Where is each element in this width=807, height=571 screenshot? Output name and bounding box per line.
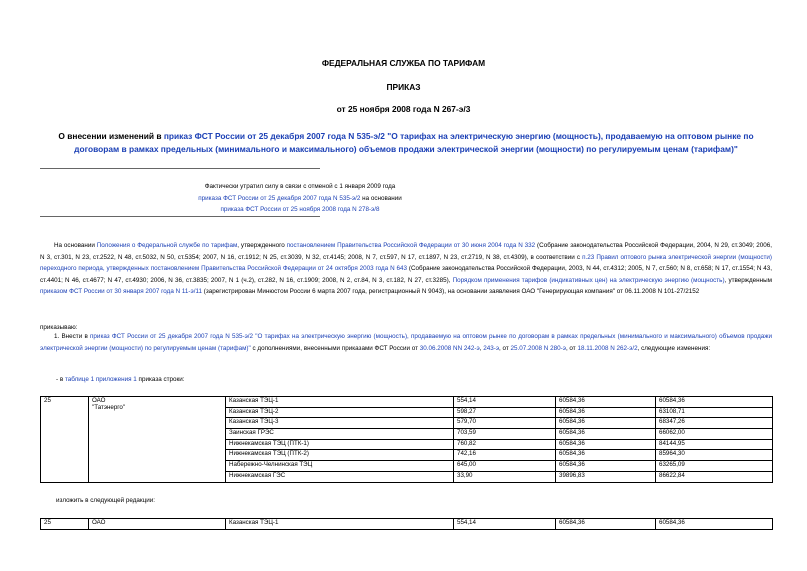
note-line-3 bbox=[40, 204, 560, 216]
tariff-cell: 60584,36 bbox=[556, 439, 656, 450]
document-date: от 25 ноября 2008 года N 267-э/3 bbox=[336, 104, 471, 114]
tariff-table-new bbox=[40, 518, 773, 530]
station-name-cell: Казанская ТЭЦ-1 bbox=[226, 397, 454, 408]
document-type: ПРИКАЗ bbox=[386, 82, 421, 92]
tariff-cell: 60584,36 bbox=[556, 450, 656, 461]
station-name-cell: Заинская ГРЭС bbox=[226, 429, 454, 440]
station-name-cell: Нижнекамская ТЭЦ (ПТК-1) bbox=[226, 439, 454, 450]
organization-cell bbox=[89, 519, 226, 530]
item-link-280[interactable]: 25.07.2008 N 280-э bbox=[510, 344, 566, 352]
capacity-cell: 554,14 bbox=[454, 519, 556, 530]
tariff-table-old bbox=[40, 396, 773, 483]
capacity-cell: 760,82 bbox=[454, 439, 556, 450]
tariff-cell: 60584,36 bbox=[556, 519, 656, 530]
preamble-text: , утвержденного bbox=[237, 242, 287, 249]
item-text: , от bbox=[499, 344, 511, 352]
tariff-cell: 60584,36 bbox=[556, 418, 656, 429]
item-link-243[interactable]: 243-э bbox=[483, 344, 500, 352]
tariff-cell: 84144,95 bbox=[656, 439, 773, 450]
station-name-cell: Казанская ТЭЦ-1 bbox=[226, 519, 454, 530]
preamble-link-regulation[interactable]: Положения о Федеральной службе по тарифам bbox=[96, 242, 238, 249]
item-link-242[interactable]: 30.06.2008 NN 242-э bbox=[419, 344, 480, 352]
table-row bbox=[41, 397, 773, 408]
sub-item-text: - в bbox=[56, 376, 65, 383]
station-name-cell: Казанская ТЭЦ-3 bbox=[226, 418, 454, 429]
agency-name: ФЕДЕРАЛЬНАЯ СЛУЖБА ПО ТАРИФАМ bbox=[321, 58, 486, 68]
title-prefix: О внесении изменений в bbox=[58, 131, 164, 141]
note-line-2 bbox=[40, 193, 560, 205]
tariff-cell: 60584,36 bbox=[656, 397, 773, 408]
item-text: , следующие изменения: bbox=[637, 344, 711, 352]
organization-name-line: ОАО bbox=[92, 397, 106, 404]
row-number-cell: 25 bbox=[41, 519, 89, 530]
row-number-cell: 25 bbox=[41, 397, 89, 483]
tariff-cell: 60584,36 bbox=[556, 461, 656, 472]
item-text: , bbox=[479, 344, 484, 352]
status-note bbox=[40, 181, 560, 216]
station-name-cell: Казанская ТЭЦ-2 bbox=[226, 407, 454, 418]
capacity-cell: 645,00 bbox=[454, 461, 556, 472]
item-link-262[interactable]: 18.11.2008 N 262-э/2 bbox=[577, 344, 638, 352]
preamble-text: (Собрание законодательства Российской Федерации, 2004, N 29, ст.3049; 2006, N 3, ст.301, N 23, ст.2522, N 48, ст.5032, N 50, ст.5354; 2007, N 16, ст.1912; N 25, ст.3039, N 32, ст.4145; 2008, N 7, ст.597, N 17, ст.1897, N 23, ст.2719, N 38, ст.4309), в соответствии с bbox=[40, 242, 772, 261]
tariff-cell: 66062,00 bbox=[656, 429, 773, 440]
tariff-cell: 60584,36 bbox=[556, 407, 656, 418]
note-top-divider bbox=[40, 168, 320, 169]
capacity-cell: 554,14 bbox=[454, 397, 556, 408]
order-word: приказываю: bbox=[40, 324, 78, 331]
item-text: , от bbox=[565, 344, 578, 352]
tariff-cell: 63108,71 bbox=[656, 407, 773, 418]
item-text: 1. Внести в bbox=[54, 333, 91, 340]
station-name-cell: Нижнекамская ТЭЦ (ПТК-2) bbox=[226, 450, 454, 461]
capacity-cell: 598,27 bbox=[454, 407, 556, 418]
table-1-link[interactable]: таблице 1 приложения 1 bbox=[64, 376, 137, 383]
preamble-text: (Собрание законодательства Российской Федерации, 2003, N 44, ст.4312; 2005, N 7, ст.560; N 8, ст.658; N 17, ст.1554; N 43, ст.4401; N 46, ст.4677; N 47, ст.4930; 2006, N 36, ст.3835; 2007, N 1 (ч.2), ст.282, N 16, ст.1909; 2008, N 2, ст.84, N 3, ст.182, N 27, ст.3285), bbox=[40, 265, 773, 284]
note-bottom-divider bbox=[40, 216, 320, 217]
preamble-text: На основании bbox=[54, 242, 97, 249]
capacity-cell: 33,90 bbox=[454, 471, 556, 482]
station-name-cell: Набережно-Челнинская ТЭЦ bbox=[226, 461, 454, 472]
tariff-cell: 60584,36 bbox=[556, 397, 656, 408]
sub-item-text: приказа строки: bbox=[136, 376, 185, 383]
tariff-cell: 68347,26 bbox=[656, 418, 773, 429]
note-line-1: Фактически утратил силу в связи с отменой с 1 января 2009 года bbox=[204, 183, 396, 190]
note-link-2[interactable]: приказа ФСТ России от 25 ноября 2008 года N 278-э/8 bbox=[220, 206, 380, 213]
organization-name-line: ОАО bbox=[92, 519, 106, 526]
preamble-paragraph bbox=[40, 240, 772, 298]
sub-item bbox=[56, 374, 556, 386]
preamble-link-rules-643[interactable]: п.23 Правил оптового рынка электрической энергии (мощности) переходного периода, утвержденных постановлением Правительства Российской Федерации от 24 октября 2003 года N 643 bbox=[40, 253, 773, 272]
tariff-cell: 86622,84 bbox=[656, 471, 773, 482]
item-link-order-535[interactable]: приказ ФСТ России от 25 декабря 2007 года N 535-э/2 "О тарифах на электрическую энергию (мощность), продаваемую на оптовом рынке по договорам в рамках предельных (минимального и максимального) объемов продажи электрической энергии (мощности) по регулируемым ценам (тарифам)" bbox=[40, 333, 772, 352]
note-link-1[interactable]: приказа ФСТ России от 25 декабря 2007 года N 535-э/2 bbox=[198, 194, 361, 202]
tariff-cell: 60584,36 bbox=[656, 519, 773, 530]
new-wording-text: изложить в следующей редакции: bbox=[56, 497, 156, 504]
tariff-cell: 39896,83 bbox=[556, 471, 656, 482]
station-name-cell: Нижнекамская ГЭС bbox=[226, 471, 454, 482]
capacity-cell: 703,59 bbox=[454, 429, 556, 440]
preamble-text: (зарегистрирован Минюстом России 6 марта 2007 года, регистрационный N 9043), на основании заявления ОАО "Генерирующая компания" от 06.11.2008 N 101-27/2152 bbox=[202, 288, 700, 295]
note-line-2-text: на основании bbox=[360, 194, 402, 202]
preamble-link-decree-332[interactable]: постановлением Правительства Российской Федерации от 30 июня 2004 года N 332 bbox=[286, 242, 536, 249]
organization-cell bbox=[89, 397, 226, 483]
organization-name-line: "Татэнерго" bbox=[92, 404, 126, 411]
table-row bbox=[41, 519, 773, 530]
capacity-cell: 742,16 bbox=[454, 450, 556, 461]
capacity-cell: 579,70 bbox=[454, 418, 556, 429]
tariff-cell: 63265,09 bbox=[656, 461, 773, 472]
title-link[interactable]: приказ ФСТ России от 25 декабря 2007 года N 535-э/2 "О тарифах на электрическую энергию (мощность), продаваемую на оптовом рынке по договорам в рамках предельных (минимального и максимального) объемов продажи электрической энергии (мощности) по регулируемым ценам (тарифам)" bbox=[74, 131, 754, 154]
preamble-text: , утвержденным bbox=[724, 276, 772, 284]
tariff-cell: 85964,30 bbox=[656, 450, 773, 461]
preamble-link-procedure[interactable]: Порядком применения тарифов (индикативных цен) на электрическую энергию (мощность) bbox=[452, 276, 725, 284]
tariff-cell: 60584,36 bbox=[556, 429, 656, 440]
item-1-paragraph bbox=[40, 331, 772, 354]
document-title bbox=[40, 130, 772, 156]
preamble-link-order-11[interactable]: приказом ФСТ России от 30 января 2007 года N 11-э/11 bbox=[40, 288, 203, 295]
item-text: с дополнениями, внесенными приказами ФСТ России от bbox=[250, 344, 420, 352]
